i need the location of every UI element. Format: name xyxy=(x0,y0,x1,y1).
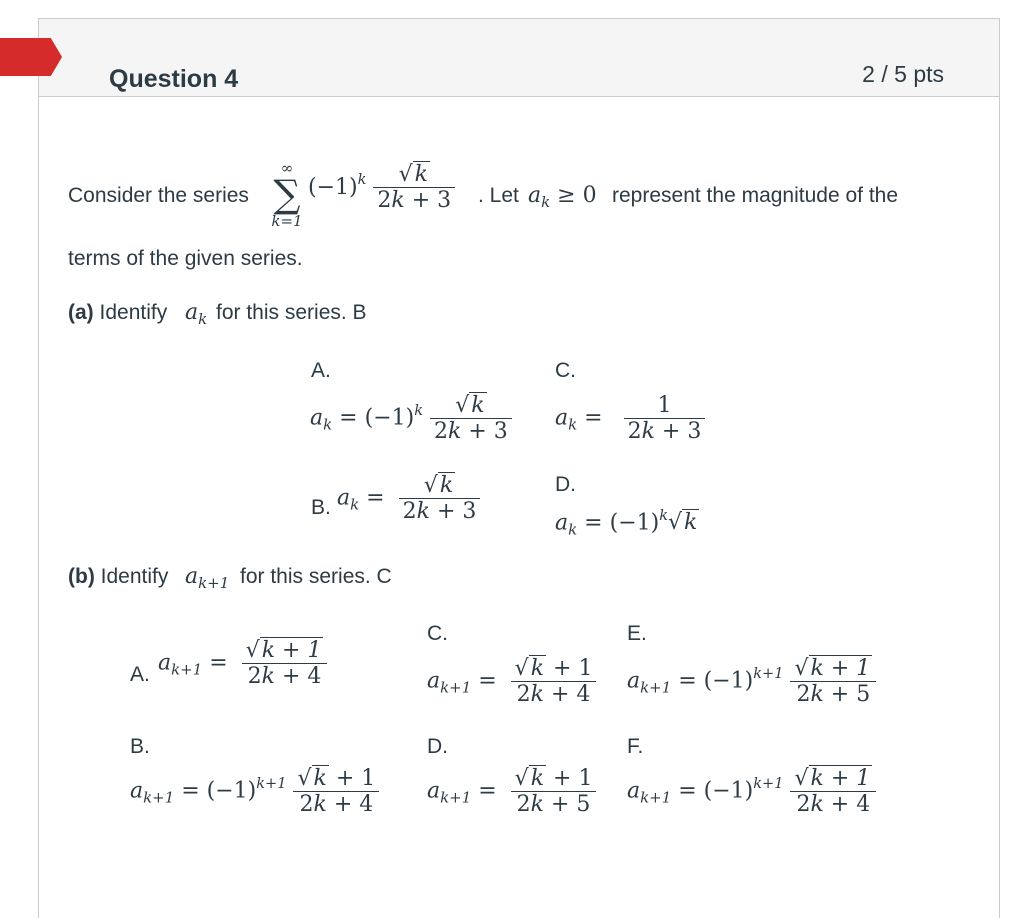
part-a-option-b-label[interactable]: B. xyxy=(311,496,331,519)
prompt-line2: terms of the given series. xyxy=(68,247,303,270)
part-a-ak: $a_k$ xyxy=(185,300,208,329)
series-term: $(-1)^k$ $\frac{√k}{2k + 3}$ xyxy=(308,162,455,213)
part-b-label: (b) xyxy=(68,565,95,588)
part-b-option-a-label[interactable]: A. xyxy=(130,663,150,686)
part-b-option-c-formula[interactable]: $a_{k+1}$ = $\frac{√k + 1}{2k + 4}$ xyxy=(427,656,596,707)
part-b-option-d-formula[interactable]: $a_{k+1}$ = $\frac{√k + 1}{2k + 5}$ xyxy=(427,766,596,817)
part-b-suffix: for this series. C xyxy=(240,565,392,588)
question-points: 2 / 5 pts xyxy=(862,61,944,87)
part-b-option-b-formula[interactable]: $a_{k+1} = (-1)^{k+1}$ $\frac{√k + 1}{2k + 4}$ xyxy=(130,766,379,817)
question-title: Question 4 xyxy=(109,65,239,93)
part-b-option-e-label[interactable]: E. xyxy=(627,622,647,645)
series-sigma: ∞ ∑ k=1 xyxy=(271,159,303,230)
part-a-option-b-formula[interactable]: $a_k$ = $\frac{√k}{2k + 3}$ xyxy=(337,473,480,524)
part-a-suffix: for this series. B xyxy=(216,301,367,324)
question-header xyxy=(39,19,999,97)
part-a-option-d-label[interactable]: D. xyxy=(555,473,576,496)
part-a-option-c-label[interactable]: C. xyxy=(555,359,576,382)
part-a-label: (a) xyxy=(68,301,94,324)
part-b-option-d-label[interactable]: D. xyxy=(427,735,448,758)
part-b-option-c-label[interactable]: C. xyxy=(427,622,448,645)
part-a-text: Identify xyxy=(99,301,168,324)
part-b-heading xyxy=(68,565,168,589)
part-b-option-b-label[interactable]: B. xyxy=(130,735,150,758)
part-a-option-a-label[interactable]: A. xyxy=(311,359,331,382)
prompt-ak-geq: $a_k \ge 0$ xyxy=(528,183,597,212)
part-b-option-f-formula[interactable]: $a_{k+1} = (-1)^{k+1}$ $\frac{√k + 1}{2k + 4}$ xyxy=(627,766,876,817)
part-b-option-f-label[interactable]: F. xyxy=(627,735,644,758)
part-b-text: Identify xyxy=(100,565,169,588)
part-a-option-c-formula[interactable]: $a_k$ = $\frac{1}{2k + 3}$ xyxy=(555,393,705,444)
part-b-option-e-formula[interactable]: $a_{k+1} = (-1)^{k+1}$ $\frac{√k + 1}{2k + 5}$ xyxy=(627,656,876,707)
part-a-option-a-formula[interactable]: $a_k = (-1)^k$ $\frac{√k}{2k + 3}$ xyxy=(310,393,512,444)
part-a-option-d-formula[interactable]: $a_k = (-1)^k√k$ xyxy=(555,508,698,539)
part-b-option-a-formula[interactable]: $a_{k+1}$ = $\frac{√k + 1}{2k + 4}$ xyxy=(158,638,327,689)
part-b-ak1: $a_{k+1}$ xyxy=(185,564,230,593)
question-flag-icon[interactable] xyxy=(0,38,62,76)
prompt-magnitude: represent the magnitude of the xyxy=(612,184,899,207)
part-a-heading xyxy=(68,301,167,325)
prompt-let: . Let xyxy=(478,184,519,207)
prompt-prefix: Consider the series xyxy=(68,184,249,207)
